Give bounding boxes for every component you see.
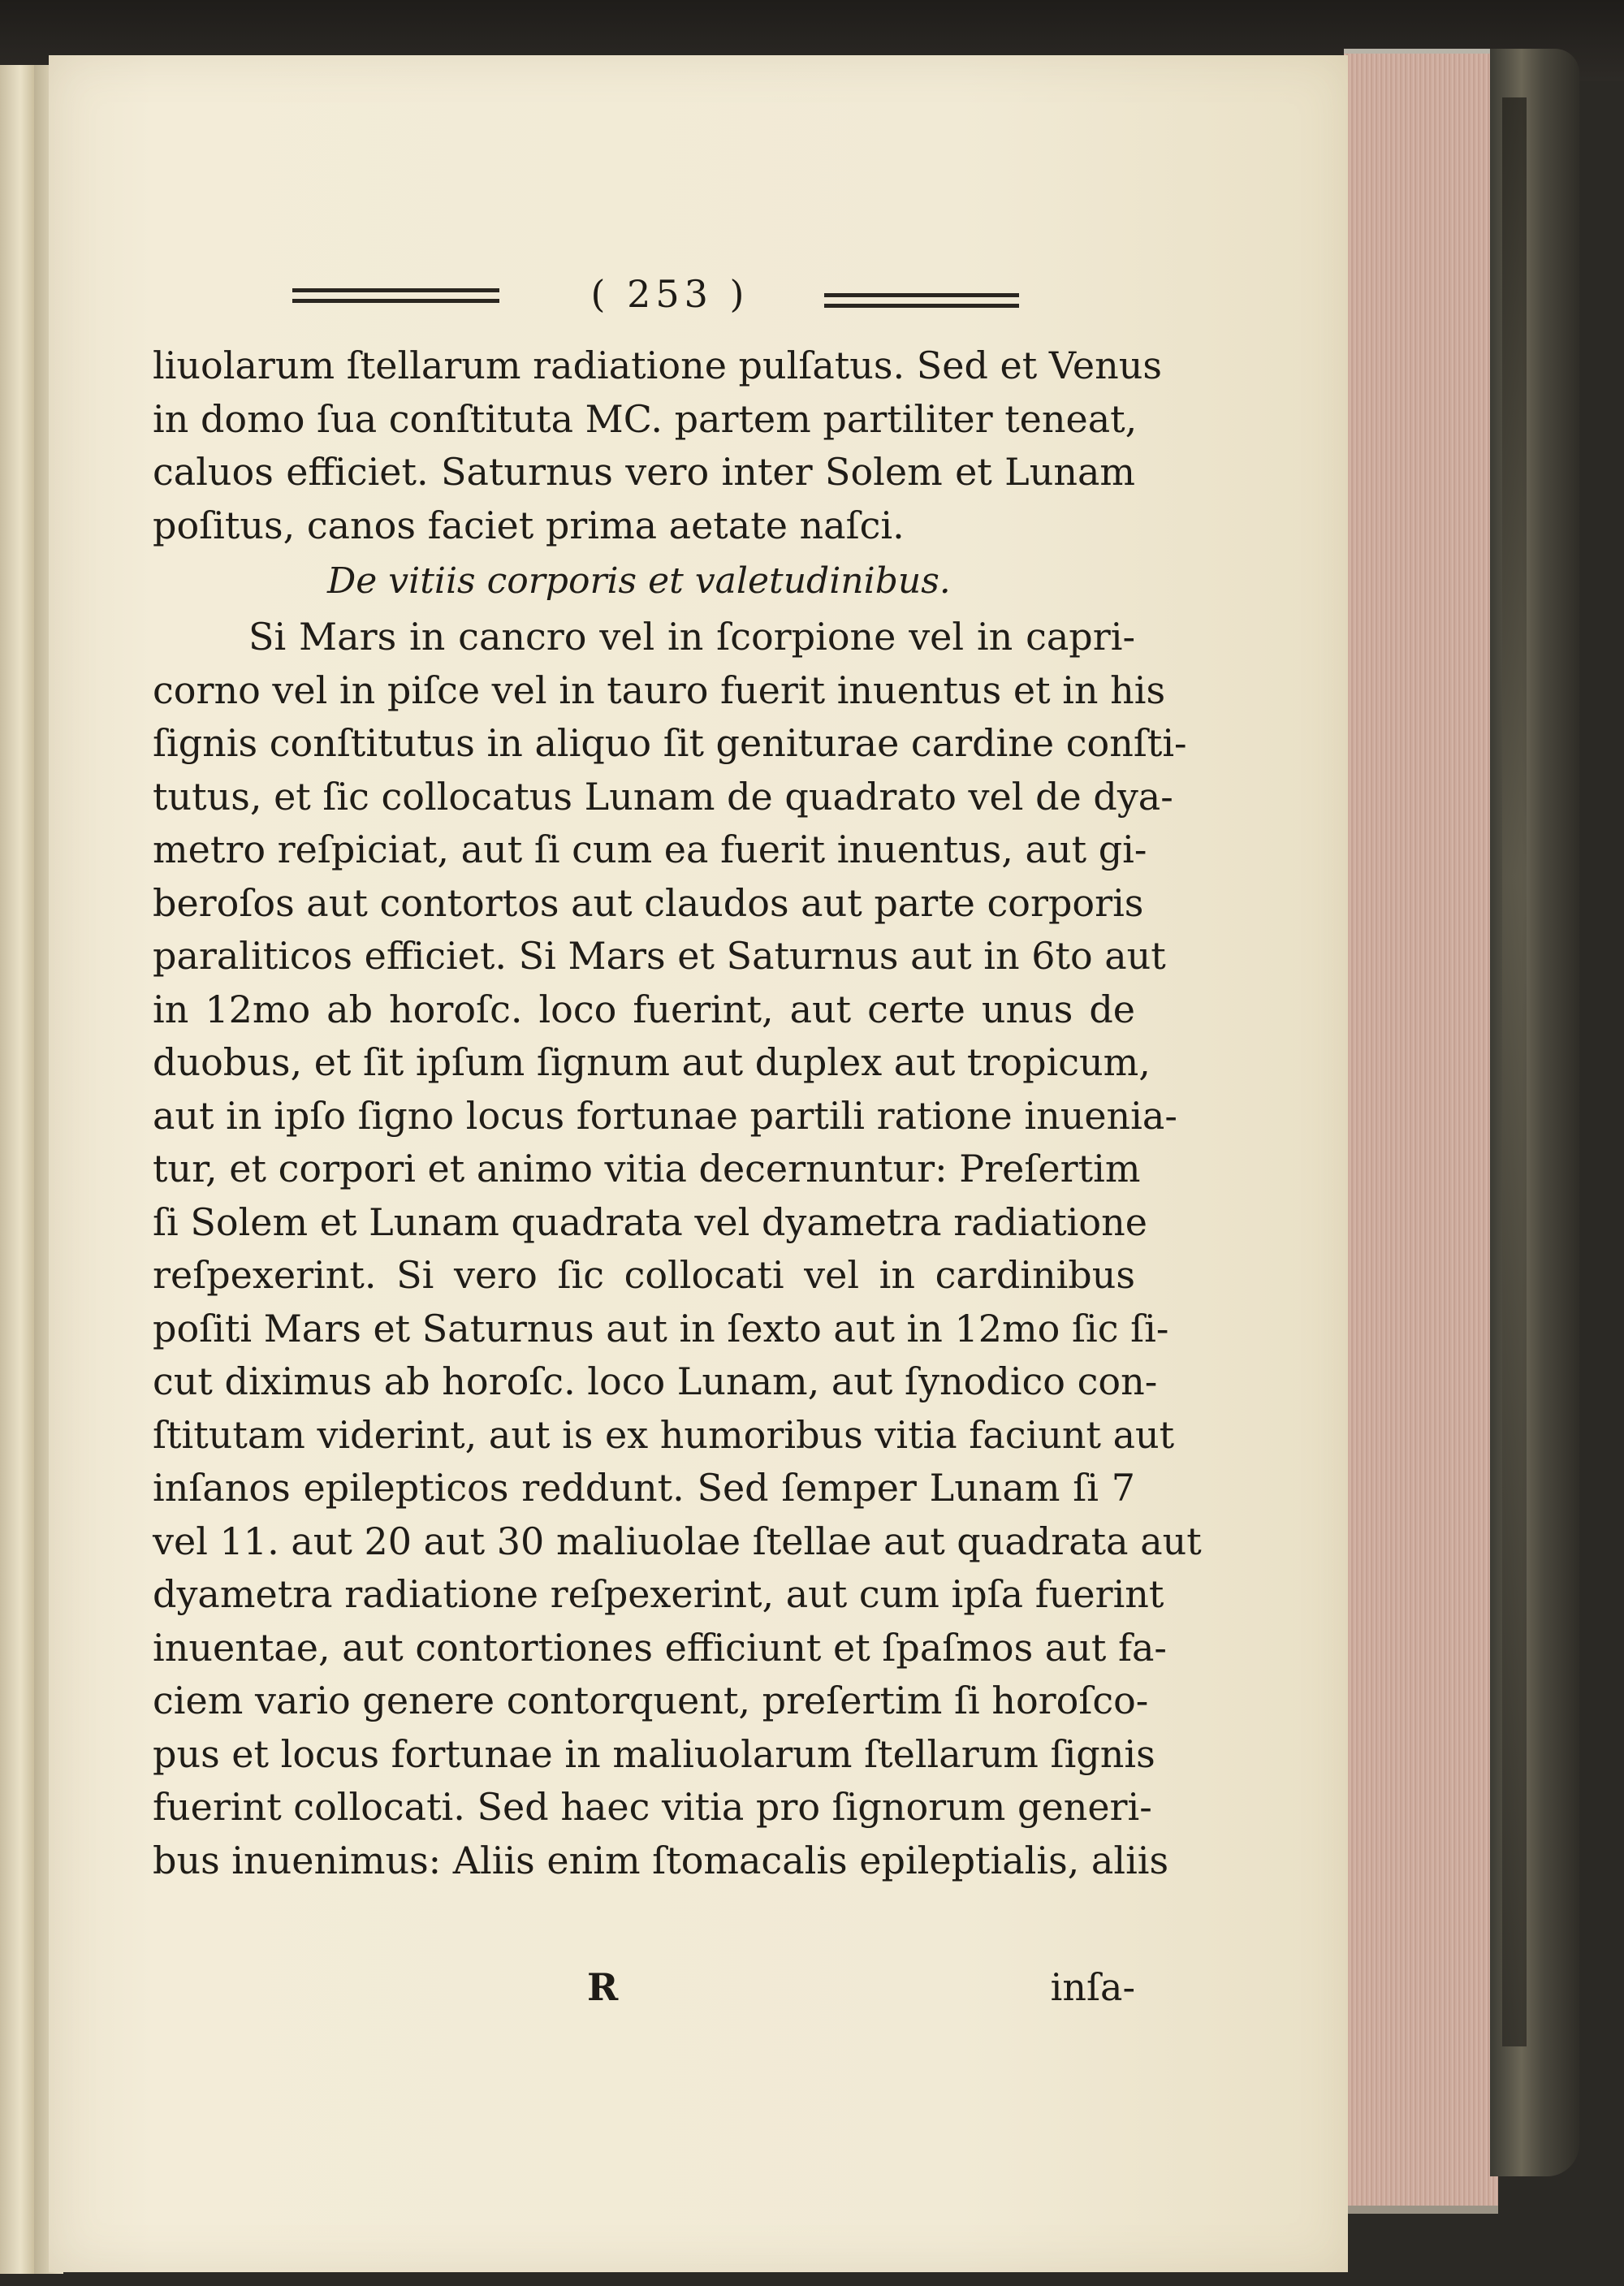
text-line: tur, et corpori et animo vitia decernuntur: Preſertim	[153, 1147, 1141, 1191]
text-line: ſignis conſtitutus in aliquo ſit geniturae cardine conſti-	[153, 721, 1187, 765]
text-line: in 12mo ab horoſc. loco fuerint, aut certe unus de	[153, 987, 1135, 1031]
text-line: reſpexerint. Si vero ſic collocati vel in cardinibus	[153, 1253, 1135, 1297]
text-line: poſitus, canos faciet prima aetate naſci.	[153, 503, 905, 547]
page-footer	[153, 1965, 1135, 2022]
text-line: ſi Solem et Lunam quadrata vel dyametra radiatione	[153, 1199, 1147, 1244]
text-line: ciem vario genere contorquent, preſertim ſi horoſco-	[153, 1679, 1149, 1722]
text-line: inuentae, aut contortiones efficiunt et ſpaſmos aut fa-	[153, 1625, 1167, 1670]
cover-shadow	[1502, 97, 1527, 2046]
page-edges	[1344, 49, 1498, 2214]
text-line: tutus, et ſic collocatus Lunam de quadrato vel de dya-	[153, 774, 1173, 819]
text-line: bus inuenimus: Aliis enim ſtomacalis epileptialis, aliis	[153, 1838, 1169, 1882]
body-text	[153, 339, 1202, 1887]
left-page-edge	[0, 65, 36, 2274]
text-line: aut in ipſo ſigno locus fortunae partili ratione inuenia-	[153, 1093, 1177, 1138]
page-number: ( 253 )	[590, 272, 749, 316]
text-line: cut diximus ab horoſc. loco Lunam, aut ſynodico con-	[153, 1359, 1158, 1403]
text-line: metro reſpiciat, aut ſi cum ea fuerit inuentus, aut gi-	[153, 828, 1147, 871]
header-rule-right	[824, 293, 1019, 308]
text-line: inſanos epilepticos reddunt. Sed ſemper Lunam ſi 7	[153, 1466, 1135, 1510]
text-line: dyametra radiatione reſpexerint, aut cum ipſa fuerint	[153, 1572, 1164, 1616]
catchword: inſa-	[1050, 1965, 1135, 2009]
text-line: poſiti Mars et Saturnus aut in ſexto aut in 12mo ſic ſi-	[153, 1306, 1169, 1350]
text-line: corno vel in piſce vel in tauro fuerit inuentus et in his	[153, 668, 1166, 712]
text-line: paraliticos efficiet. Si Mars et Saturnus aut in 6to aut	[153, 934, 1166, 978]
text-line: pus et locus fortunae in maliuolarum ſtellarum ſignis	[153, 1731, 1155, 1776]
text-line: caluos efficiet. Saturnus vero inter Solem et Lunam	[153, 450, 1135, 494]
text-line: liuolarum ſtellarum radiatione pulſatus. Sed et Venus	[153, 344, 1162, 387]
text-line: ſtitutam viderint, aut is ex humoribus vitia faciunt aut	[153, 1412, 1175, 1457]
text-line: Si Mars in cancro vel in ſcorpione vel in capri-	[248, 615, 1135, 659]
text-line: duobus, et ſit ipſum ſignum aut duplex aut tropicum,	[153, 1040, 1151, 1084]
text-line: in domo ſua conſtituta MC. partem partiliter teneat,	[153, 396, 1138, 441]
text-line: vel 11. aut 20 aut 30 maliuolae ſtellae aut quadrata aut	[153, 1519, 1202, 1563]
text-line: beroſos aut contortos aut claudos aut parte corporis	[153, 880, 1144, 925]
section-heading: De vitiis corporis et valetudinibus.	[327, 560, 951, 602]
text-line: fuerint collocati. Sed haec vitia pro ſignorum generi-	[153, 1785, 1152, 1829]
header-rule-left	[292, 288, 499, 303]
signature-mark: R	[587, 1965, 619, 2009]
running-header	[292, 272, 1023, 321]
